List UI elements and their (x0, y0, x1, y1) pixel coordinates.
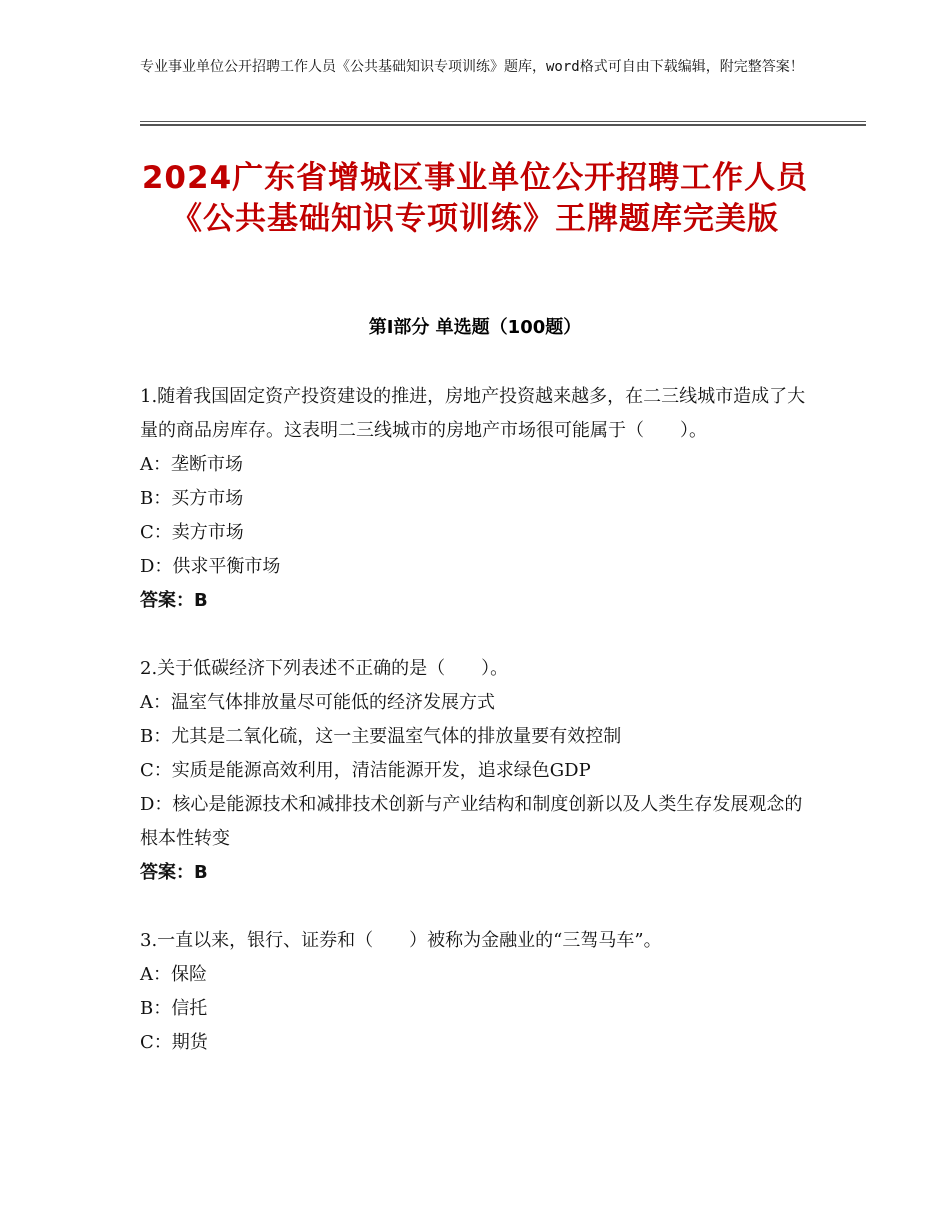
document-title: 2024广东省增城区事业单位公开招聘工作人员《公共基础知识专项训练》王牌题库完美版 (141, 160, 809, 237)
question-stem: 3.一直以来，银行、证券和（ ）被称为金融业的“三驾马车”。 (140, 930, 662, 951)
option-a: A：垄断市场 (140, 454, 243, 475)
option-c: C：卖方市场 (140, 522, 244, 543)
option-c: C：实质是能源高效利用，清洁能源开发，追求绿色GDP (140, 760, 591, 781)
option-b: B：信托 (140, 998, 208, 1019)
question-3 (140, 924, 810, 1060)
option-d: D：供求平衡市场 (140, 556, 281, 577)
header-divider-thick (140, 124, 866, 126)
answer: 答案：B (140, 862, 208, 883)
option-c: C：期货 (140, 1032, 208, 1053)
answer: 答案：B (140, 590, 208, 611)
question-stem: 2.关于低碳经济下列表述不正确的是（ ）。 (140, 658, 509, 679)
question-2 (140, 652, 810, 890)
option-a: A：保险 (140, 964, 207, 985)
question-list (140, 380, 810, 1094)
header-divider (140, 121, 866, 122)
section-heading: 第Ⅰ部分 单选题（100题） (368, 317, 582, 338)
option-b: B：买方市场 (140, 488, 244, 509)
option-b: B：尤其是二氧化硫，这一主要温室气体的排放量要有效控制 (140, 726, 622, 747)
question-stem: 1.随着我国固定资产投资建设的推进，房地产投资越来越多，在二三线城市造成了大量的商品房库存。这表明二三线城市的房地产市场很可能属于（ ）。 (140, 386, 806, 441)
question-1 (140, 380, 810, 618)
header-note: 专业事业单位公开招聘工作人员《公共基础知识专项训练》题库，word格式可自由下载编辑，附完整答案！ (140, 59, 804, 75)
option-a: A：温室气体排放量尽可能低的经济发展方式 (140, 692, 495, 713)
option-d: D：核心是能源技术和减排技术创新与产业结构和制度创新以及人类生存发展观念的根本性转变 (140, 794, 803, 849)
